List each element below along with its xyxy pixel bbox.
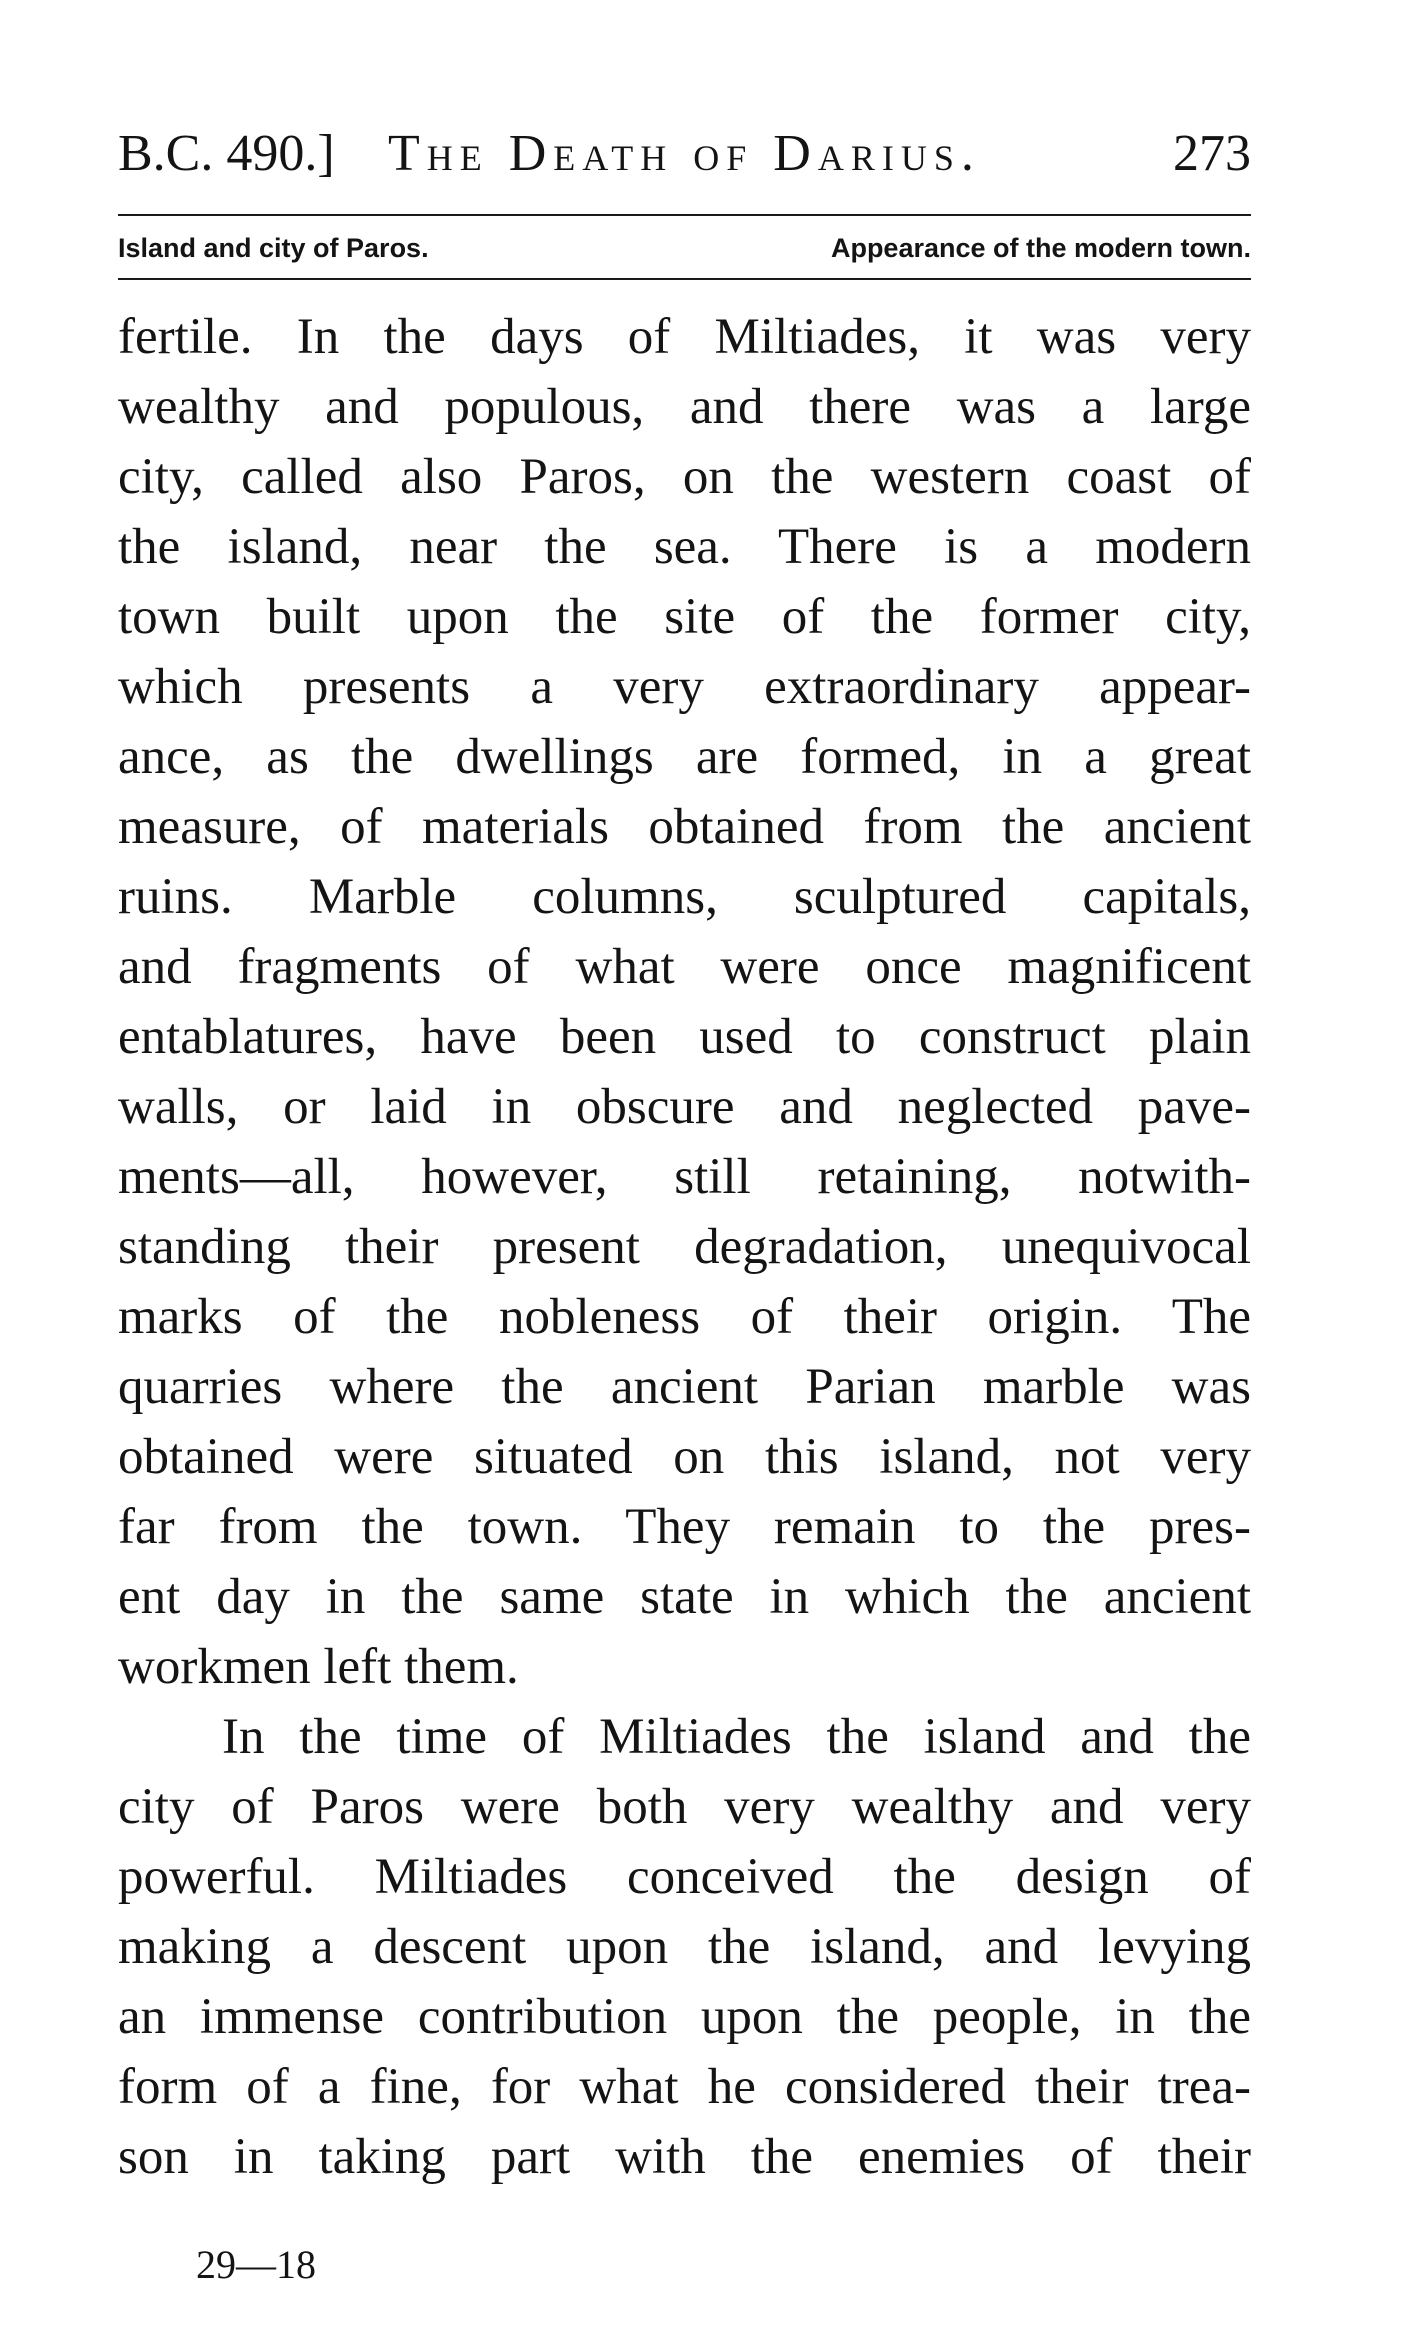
text-line: an immense contribution upon the people, in the	[118, 1989, 1251, 2045]
text-line: which presents a very extraordinary appear-	[118, 659, 1251, 715]
text-line: quarries where the ancient Parian marble was	[118, 1359, 1251, 1415]
side-note-right: Appearance of the modern town.	[830, 233, 1251, 263]
text-line: ent day in the same state in which the ancient	[118, 1569, 1251, 1625]
running-head	[118, 118, 1251, 190]
signature-mark: 29—18	[196, 2242, 316, 2287]
text-line: ruins. Marble columns, sculptured capitals,	[118, 869, 1251, 925]
header-date: B.C. 490.]	[118, 125, 335, 182]
text-line: standing their present degradation, unequivocal	[118, 1219, 1251, 1275]
text-line: marks of the nobleness of their origin. The	[118, 1289, 1251, 1345]
text-line: city, called also Paros, on the western coast of	[118, 449, 1251, 505]
text-line: the island, near the sea. There is a modern	[118, 519, 1251, 575]
text-line: town built upon the site of the former city,	[118, 589, 1251, 645]
header-rule-bottom	[118, 278, 1251, 280]
text-line: son in taking part with the enemies of their	[118, 2129, 1251, 2185]
text-line: powerful. Miltiades conceived the design of	[118, 1849, 1251, 1905]
paragraph-end-line: workmen left them.	[118, 1639, 519, 1695]
text-line: obtained were situated on this island, not very	[118, 1429, 1251, 1485]
text-line: far from the town. They remain to the pres-	[118, 1499, 1251, 1555]
text-line: city of Paros were both very wealthy and very	[118, 1779, 1251, 1835]
side-note-left: Island and city of Paros.	[118, 233, 429, 263]
text-line: making a descent upon the island, and levying	[118, 1919, 1251, 1975]
text-line: measure, of materials obtained from the ancient	[118, 799, 1251, 855]
text-line: ance, as the dwellings are formed, in a great	[118, 729, 1251, 785]
side-notes	[118, 222, 1251, 274]
text-line: form of a fine, for what he considered their trea-	[118, 2059, 1251, 2115]
header-rule-top	[118, 214, 1251, 216]
text-line: and fragments of what were once magnificent	[118, 939, 1251, 995]
text-line: walls, or laid in obscure and neglected pave-	[118, 1079, 1251, 1135]
text-line: wealthy and populous, and there was a large	[118, 379, 1251, 435]
text-line: entablatures, have been used to construct plain	[118, 1009, 1251, 1065]
chapter-title: The Death of Darius.	[388, 125, 981, 182]
paragraph-start-line: In the time of Miltiades the island and the	[222, 1709, 1251, 1765]
text-line: ments—all, however, still retaining, notwith-	[118, 1149, 1251, 1205]
body-text	[118, 302, 1251, 2192]
text-line: fertile. In the days of Miltiades, it was very	[118, 309, 1251, 365]
page-number: 273	[1173, 125, 1251, 182]
